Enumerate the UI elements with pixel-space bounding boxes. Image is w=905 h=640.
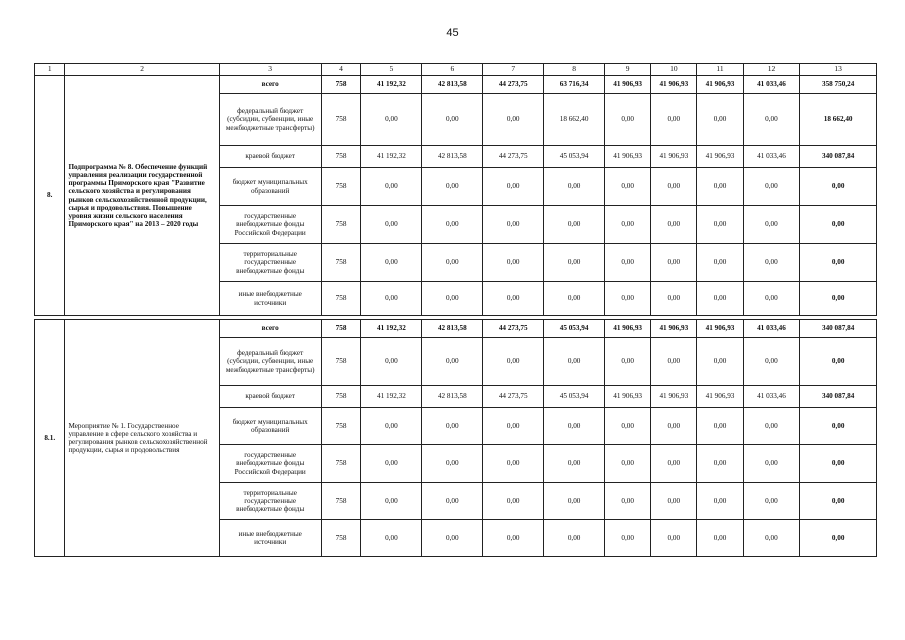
year-value-cell: 0,00 [422, 206, 483, 244]
funding-source-cell: федеральный бюджет (субсидии, субвенции, иные межбюджетные трансферты) [219, 338, 321, 386]
total-value-cell: 0,00 [800, 338, 877, 386]
year-value-cell: 41 033,46 [743, 386, 800, 408]
year-value-cell: 0,00 [743, 520, 800, 557]
code-cell: 758 [321, 483, 361, 520]
table-row [35, 320, 877, 338]
column-header: 1 [35, 64, 65, 76]
code-cell: 758 [321, 146, 361, 168]
year-value-cell: 0,00 [422, 168, 483, 206]
year-value-cell: 0,00 [651, 282, 697, 316]
year-value-cell: 0,00 [544, 445, 605, 483]
code-cell: 758 [321, 282, 361, 316]
column-header: 12 [743, 64, 800, 76]
year-value-cell: 0,00 [422, 483, 483, 520]
funding-source-cell: территориальные государственные внебюджетные фонды [219, 483, 321, 520]
year-value-cell: 0,00 [483, 282, 544, 316]
header-row [35, 64, 877, 76]
year-value-cell: 0,00 [483, 244, 544, 282]
year-value-cell: 45 053,94 [544, 146, 605, 168]
year-value-cell: 0,00 [605, 338, 651, 386]
year-value-cell: 0,00 [651, 168, 697, 206]
column-header: 6 [422, 64, 483, 76]
year-value-cell: 41 906,93 [697, 146, 743, 168]
year-value-cell: 0,00 [483, 445, 544, 483]
year-value-cell: 41 033,46 [743, 320, 800, 338]
year-value-cell: 42 813,58 [422, 146, 483, 168]
year-value-cell: 0,00 [422, 244, 483, 282]
year-value-cell: 0,00 [743, 483, 800, 520]
table-body [35, 64, 877, 557]
year-value-cell: 0,00 [743, 338, 800, 386]
year-value-cell: 0,00 [651, 483, 697, 520]
funding-source-cell: территориальные государственные внебюджетные фонды [219, 244, 321, 282]
year-value-cell: 44 273,75 [483, 146, 544, 168]
year-value-cell: 41 906,93 [651, 386, 697, 408]
code-cell: 758 [321, 168, 361, 206]
year-value-cell: 0,00 [605, 445, 651, 483]
funding-source-cell: краевой бюджет [219, 386, 321, 408]
year-value-cell: 0,00 [544, 483, 605, 520]
year-value-cell: 0,00 [697, 445, 743, 483]
column-header: 13 [800, 64, 877, 76]
year-value-cell: 41 906,93 [651, 76, 697, 94]
total-value-cell: 0,00 [800, 408, 877, 445]
year-value-cell: 41 192,32 [361, 320, 422, 338]
year-value-cell: 0,00 [697, 483, 743, 520]
column-header: 2 [65, 64, 219, 76]
total-value-cell: 0,00 [800, 483, 877, 520]
year-value-cell: 0,00 [697, 244, 743, 282]
column-header: 8 [544, 64, 605, 76]
year-value-cell: 0,00 [605, 244, 651, 282]
year-value-cell: 0,00 [743, 282, 800, 316]
year-value-cell: 42 813,58 [422, 76, 483, 94]
year-value-cell: 0,00 [697, 206, 743, 244]
year-value-cell: 18 662,40 [544, 94, 605, 146]
total-value-cell: 0,00 [800, 520, 877, 557]
year-value-cell: 41 192,32 [361, 146, 422, 168]
funding-source-cell: государственные внебюджетные фонды Российской Федерации [219, 206, 321, 244]
total-value-cell: 0,00 [800, 244, 877, 282]
year-value-cell: 0,00 [651, 445, 697, 483]
budget-table [34, 63, 877, 557]
year-value-cell: 0,00 [697, 408, 743, 445]
year-value-cell: 41 906,93 [605, 76, 651, 94]
year-value-cell: 44 273,75 [483, 76, 544, 94]
year-value-cell: 0,00 [697, 168, 743, 206]
year-value-cell: 44 273,75 [483, 320, 544, 338]
funding-source-cell: федеральный бюджет (субсидии, субвенции, иные межбюджетные трансферты) [219, 94, 321, 146]
total-value-cell: 340 087,84 [800, 386, 877, 408]
year-value-cell: 0,00 [651, 338, 697, 386]
page-number: 45 [446, 27, 459, 39]
funding-source-cell: бюджет муниципальных образований [219, 408, 321, 445]
year-value-cell: 42 813,58 [422, 386, 483, 408]
year-value-cell: 0,00 [361, 520, 422, 557]
year-value-cell: 0,00 [743, 206, 800, 244]
year-value-cell: 0,00 [651, 408, 697, 445]
item-number-cell: 8.1. [35, 320, 65, 557]
year-value-cell: 42 813,58 [422, 320, 483, 338]
code-cell: 758 [321, 320, 361, 338]
code-cell: 758 [321, 520, 361, 557]
total-value-cell: 340 087,84 [800, 146, 877, 168]
column-header: 3 [219, 64, 321, 76]
year-value-cell: 0,00 [697, 94, 743, 146]
year-value-cell: 41 192,32 [361, 386, 422, 408]
year-value-cell: 45 053,94 [544, 320, 605, 338]
total-value-cell: 0,00 [800, 168, 877, 206]
year-value-cell: 0,00 [483, 408, 544, 445]
year-value-cell: 0,00 [483, 520, 544, 557]
year-value-cell: 0,00 [483, 483, 544, 520]
year-value-cell: 0,00 [422, 520, 483, 557]
code-cell: 758 [321, 244, 361, 282]
year-value-cell: 41 906,93 [697, 386, 743, 408]
total-value-cell: 340 087,84 [800, 320, 877, 338]
year-value-cell: 0,00 [743, 408, 800, 445]
item-name-cell: Мероприятие № 1. Государственное управление в сфере сельского хозяйства и регулирования рынков сельскохозяйственной продукции, сырья и продовольствия [65, 320, 219, 557]
code-cell: 758 [321, 386, 361, 408]
year-value-cell: 0,00 [605, 520, 651, 557]
year-value-cell: 0,00 [422, 408, 483, 445]
year-value-cell: 0,00 [361, 408, 422, 445]
year-value-cell: 45 053,94 [544, 386, 605, 408]
year-value-cell: 0,00 [361, 282, 422, 316]
total-value-cell: 358 750,24 [800, 76, 877, 94]
total-value-cell: 0,00 [800, 282, 877, 316]
year-value-cell: 0,00 [605, 408, 651, 445]
year-value-cell: 0,00 [605, 282, 651, 316]
code-cell: 758 [321, 76, 361, 94]
funding-source-cell: краевой бюджет [219, 146, 321, 168]
funding-source-cell: всего [219, 320, 321, 338]
year-value-cell: 0,00 [697, 338, 743, 386]
year-value-cell: 0,00 [361, 338, 422, 386]
table-row [35, 76, 877, 94]
year-value-cell: 0,00 [743, 445, 800, 483]
year-value-cell: 41 906,93 [605, 146, 651, 168]
column-header: 11 [697, 64, 743, 76]
year-value-cell: 41 906,93 [651, 320, 697, 338]
year-value-cell: 0,00 [361, 244, 422, 282]
year-value-cell: 0,00 [483, 168, 544, 206]
year-value-cell: 0,00 [544, 206, 605, 244]
year-value-cell: 0,00 [544, 168, 605, 206]
year-value-cell: 0,00 [361, 483, 422, 520]
code-cell: 758 [321, 338, 361, 386]
year-value-cell: 0,00 [361, 206, 422, 244]
year-value-cell: 44 273,75 [483, 386, 544, 408]
year-value-cell: 0,00 [544, 408, 605, 445]
year-value-cell: 0,00 [605, 206, 651, 244]
year-value-cell: 0,00 [361, 445, 422, 483]
funding-source-cell: иные внебюджетные источники [219, 282, 321, 316]
column-header: 9 [605, 64, 651, 76]
year-value-cell: 0,00 [605, 168, 651, 206]
year-value-cell: 0,00 [651, 520, 697, 557]
year-value-cell: 0,00 [483, 94, 544, 146]
year-value-cell: 0,00 [651, 244, 697, 282]
year-value-cell: 41 906,93 [605, 320, 651, 338]
column-header: 4 [321, 64, 361, 76]
column-header: 7 [483, 64, 544, 76]
year-value-cell: 41 033,46 [743, 76, 800, 94]
year-value-cell: 41 033,46 [743, 146, 800, 168]
year-value-cell: 0,00 [743, 94, 800, 146]
year-value-cell: 0,00 [697, 282, 743, 316]
year-value-cell: 41 906,93 [605, 386, 651, 408]
code-cell: 758 [321, 445, 361, 483]
column-header: 10 [651, 64, 697, 76]
total-value-cell: 0,00 [800, 206, 877, 244]
year-value-cell: 63 716,34 [544, 76, 605, 94]
year-value-cell: 0,00 [422, 282, 483, 316]
funding-source-cell: бюджет муниципальных образований [219, 168, 321, 206]
year-value-cell: 0,00 [743, 244, 800, 282]
year-value-cell: 0,00 [422, 445, 483, 483]
year-value-cell: 41 906,93 [651, 146, 697, 168]
year-value-cell: 0,00 [422, 338, 483, 386]
year-value-cell: 0,00 [544, 282, 605, 316]
funding-source-cell: всего [219, 76, 321, 94]
total-value-cell: 18 662,40 [800, 94, 877, 146]
year-value-cell: 0,00 [605, 483, 651, 520]
year-value-cell: 0,00 [651, 206, 697, 244]
funding-source-cell: государственные внебюджетные фонды Российской Федерации [219, 445, 321, 483]
year-value-cell: 0,00 [605, 94, 651, 146]
year-value-cell: 41 906,93 [697, 320, 743, 338]
year-value-cell: 0,00 [422, 94, 483, 146]
funding-source-cell: иные внебюджетные источники [219, 520, 321, 557]
year-value-cell: 0,00 [361, 94, 422, 146]
year-value-cell: 0,00 [544, 338, 605, 386]
item-number-cell: 8. [35, 76, 65, 316]
year-value-cell: 41 906,93 [697, 76, 743, 94]
year-value-cell: 0,00 [544, 244, 605, 282]
code-cell: 758 [321, 408, 361, 445]
year-value-cell: 0,00 [697, 520, 743, 557]
year-value-cell: 0,00 [483, 206, 544, 244]
year-value-cell: 0,00 [483, 338, 544, 386]
year-value-cell: 0,00 [651, 94, 697, 146]
code-cell: 758 [321, 94, 361, 146]
year-value-cell: 0,00 [361, 168, 422, 206]
year-value-cell: 0,00 [743, 168, 800, 206]
column-header: 5 [361, 64, 422, 76]
code-cell: 758 [321, 206, 361, 244]
year-value-cell: 41 192,32 [361, 76, 422, 94]
total-value-cell: 0,00 [800, 445, 877, 483]
item-name-cell: Подпрограмма № 8. Обеспечение функций управления реализации государственной программы Приморского края "Развитие сельского хозяйства и регулирования рынков сельскохозяйственной продукции, сырья и продовольствия. Повышение уровня жизни сельского населения Приморского края" на 2013 – 2020 годы [65, 76, 219, 316]
year-value-cell: 0,00 [544, 520, 605, 557]
